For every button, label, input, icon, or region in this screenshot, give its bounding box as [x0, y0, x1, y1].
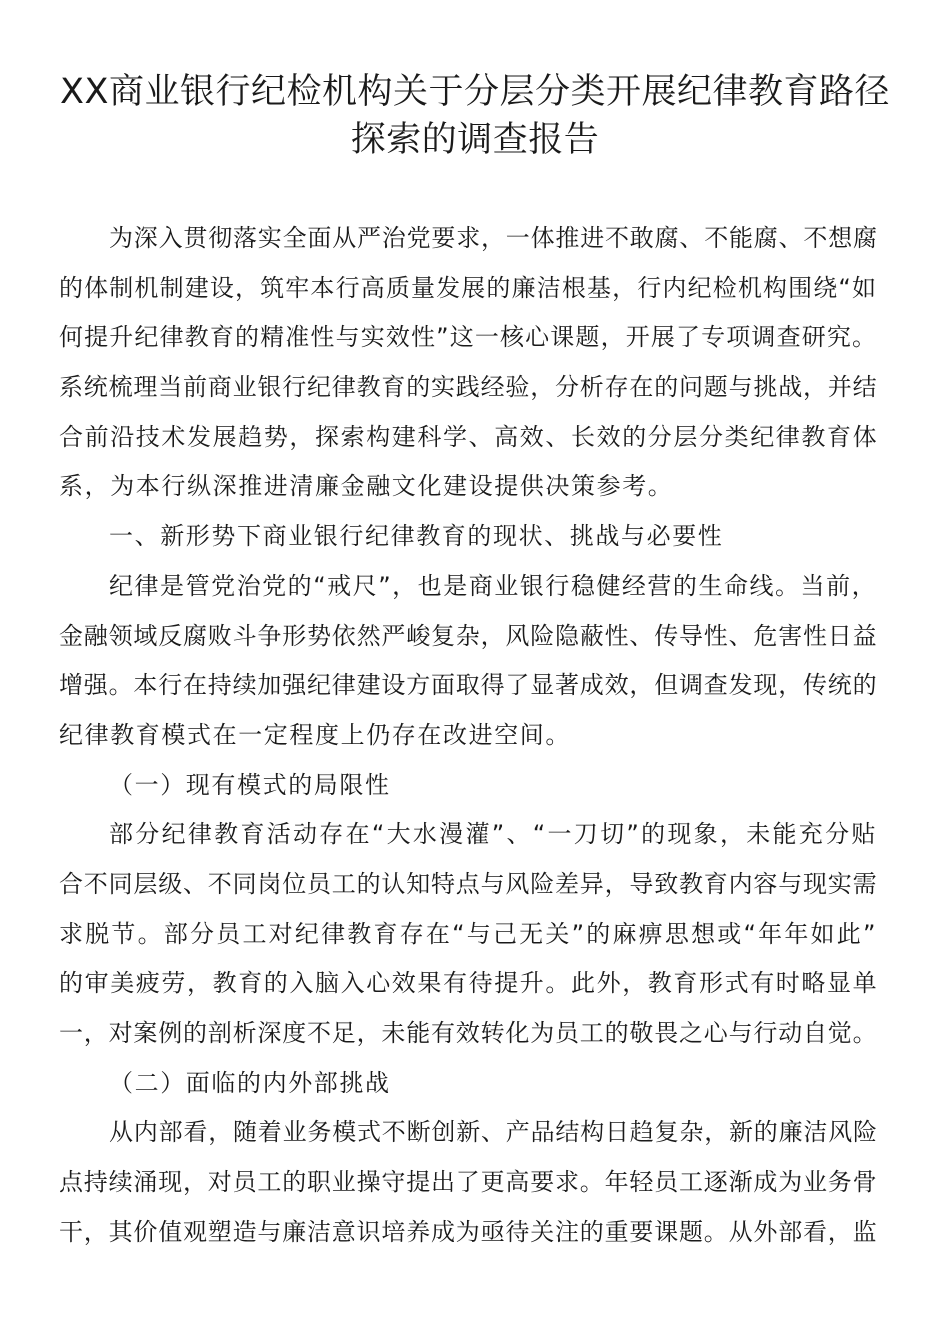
- section-heading-1: 一、新形势下商业银行纪律教育的现状、挑战与必要性: [109, 522, 724, 551]
- text-line: 部分纪律教育活动存在“大水漫灌”、“一刀切”的现象，未能充分贴: [109, 820, 877, 849]
- text-line: 纪律教育模式在一定程度上仍存在改进空间。: [59, 720, 571, 749]
- text-line: 合前沿技术发展趋势，探索构建科学、高效、长效的分层分类纪律教育体: [59, 422, 879, 451]
- subsection-heading-1: （一）现有模式的局限性: [109, 770, 391, 799]
- text-line: 一，对案例的剖析深度不足，未能有效转化为员工的敬畏之心与行动自觉。: [59, 1019, 878, 1047]
- document-title-line-1: XX商业银行纪检机构关于分层分类开展纪律教育路径: [60, 72, 890, 112]
- text-line: 系，为本行纵深推进清廉金融文化建设提供决策参考。: [59, 472, 674, 501]
- text-line: 求脱节。部分员工对纪律教育存在“与己无关”的麻痹思想或“年年如此”: [59, 919, 877, 948]
- text-line: 何提升纪律教育的精准性与实效性”这一核心课题，开展了专项调查研究。: [59, 323, 877, 352]
- text-line: 点持续涌现，对员工的职业操守提出了更高要求。年轻员工逐渐成为业务骨: [59, 1168, 878, 1197]
- text-line: 的审美疲劳，教育的入脑入心效果有待提升。此外，教育形式有时略显单: [59, 969, 879, 998]
- text-line: 系统梳理当前商业银行纪律教育的实践经验，分析存在的问题与挑战，并结: [59, 373, 878, 402]
- subsection-heading-2: （二）面临的内外部挑战: [109, 1068, 391, 1097]
- document-title-line-2: 探索的调查报告: [350, 120, 600, 160]
- text-line: 金融领域反腐败斗争形势依然严峻复杂，风险隐蔽性、传导性、危害性日益: [59, 621, 878, 650]
- text-line: 干，其价值观塑造与廉洁意识培养成为亟待关注的重要课题。从外部看，监: [59, 1217, 878, 1246]
- document-body: [59, 214, 877, 1257]
- text-line: 纪律是管党治党的“戒尺”，也是商业银行稳健经营的生命线。当前，: [109, 571, 877, 600]
- text-line: 从内部看，随着业务模式不断创新、产品结构日趋复杂，新的廉洁风险: [109, 1118, 878, 1147]
- text-line: 为深入贯彻落实全面从严治党要求，一体推进不敢腐、不能腐、不想腐: [109, 224, 878, 252]
- text-line: 增强。本行在持续加强纪律建设方面取得了显著成效，但调查发现，传统的: [59, 671, 878, 700]
- text-line: 合不同层级、不同岗位员工的认知特点与风险差异，导致教育内容与现实需: [59, 869, 878, 898]
- text-line: 的体制机制建设，筑牢本行高质量发展的廉洁根基，行内纪检机构围绕“如: [59, 273, 877, 302]
